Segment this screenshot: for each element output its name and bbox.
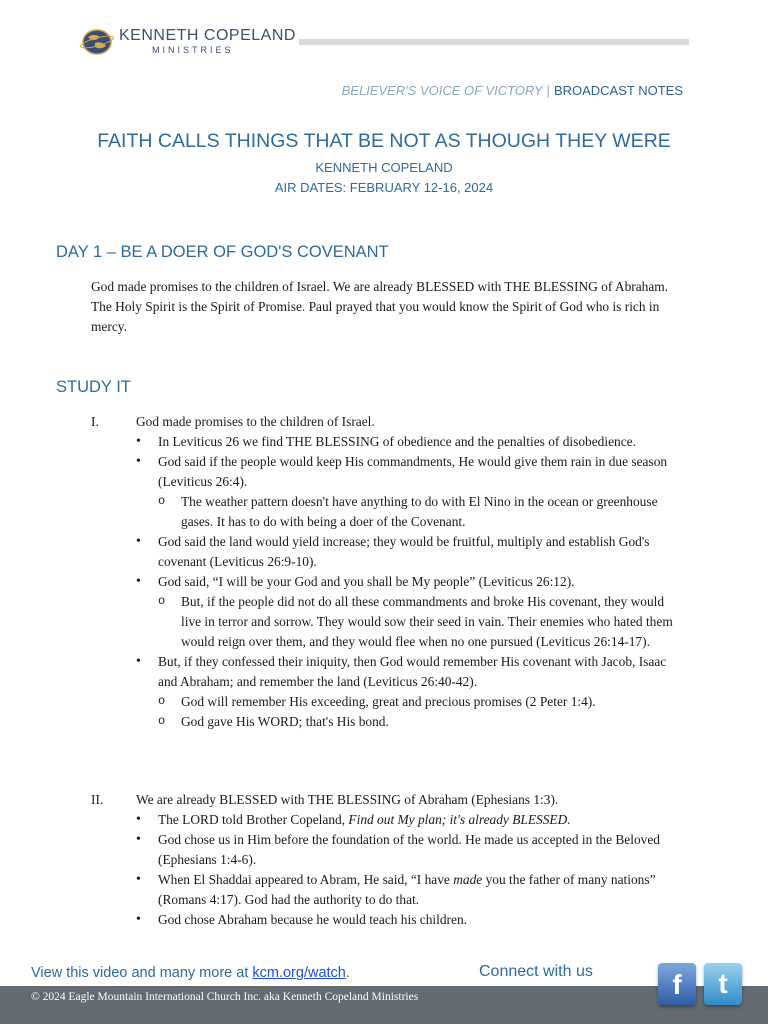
study-section-1 xyxy=(0,412,768,729)
watch-line xyxy=(31,965,350,981)
facebook-icon[interactable]: f xyxy=(658,963,696,1005)
list-item: • In Leviticus 26 we find THE BLESSING of obedience and the penalties of disobedience. xyxy=(158,432,678,452)
sub-list-item: o God will remember His exceeding, great and precious promises (2 Peter 1:4). xyxy=(181,692,681,712)
logo-name: KENNETH COPELAND xyxy=(119,27,296,44)
kcm-logo xyxy=(80,26,296,58)
item-text: When El Shaddai appeared to Abram, He said, “I have xyxy=(158,872,454,887)
day-heading: DAY 1 – BE A DOER OF GOD'S COVENANT xyxy=(56,243,389,261)
item-text: you the father of many nations” (Romans 4:17). God had the authority to do that. xyxy=(158,872,656,907)
item-emphasis: Find out My plan; it's already BLESSED. xyxy=(348,812,571,827)
list-item xyxy=(158,810,678,830)
study-section-2 xyxy=(0,790,768,927)
speaker-name: KENNETH COPELAND xyxy=(315,160,453,175)
header-rule xyxy=(299,39,689,45)
notes-type: BROADCAST NOTES xyxy=(553,83,683,98)
section-1-list xyxy=(0,432,768,732)
section-numeral: I. xyxy=(91,414,99,429)
list-item xyxy=(158,870,678,910)
series-name: BELIEVER'S VOICE OF VICTORY xyxy=(341,83,543,98)
header-separator: | xyxy=(546,83,550,98)
list-item: • God chose us in Him before the foundation of the world. He made us accepted in the Beloved (Ephesians 1:4-6). xyxy=(158,830,678,870)
section-numeral: II. xyxy=(91,792,104,807)
broadcast-header xyxy=(342,83,683,98)
watch-text: View this video and many more at xyxy=(31,965,253,981)
page-title: FAITH CALLS THINGS THAT BE NOT AS THOUGH THEY WERE xyxy=(97,130,671,152)
intro-paragraph: God made promises to the children of Israel. We are already BLESSED with THE BLESSING of Abraham. The Holy Spirit is the Spirit of Promise. Paul prayed that you would know the Spirit of God who is rich in mercy. xyxy=(91,279,669,334)
sub-list-item: o But, if the people did not do all these commandments and broke His covenant, they would live in terror and sorrow. They would sow their seed in vain. Their enemies who hated them would reign over them, and they would flee when no one pursued (Leviticus 26:14-17). xyxy=(181,592,681,652)
sub-list-item: o The weather pattern doesn't have anything to do with El Nino in the ocean or greenhouse gases. It has to do with being a doer of the Covenant. xyxy=(181,492,681,532)
logo-subtitle: MINISTRIES xyxy=(152,45,234,55)
list-item: • God chose Abraham because he would teach his children. xyxy=(158,910,678,930)
twitter-icon[interactable]: t xyxy=(704,963,742,1005)
item-text: The LORD told Brother Copeland, xyxy=(158,812,349,827)
copyright-text: © 2024 Eagle Mountain International Church Inc. aka Kenneth Copeland Ministries xyxy=(31,991,419,1003)
list-item: • But, if they confessed their iniquity, then God would remember His covenant with Jacob, Isaac and Abraham; and remember the land (Leviticus 26:40-42). xyxy=(158,652,678,692)
list-item: • God said the land would yield increase; they would be fruitful, multiply and establish God's covenant (Leviticus 26:9-10). xyxy=(158,532,678,572)
air-dates: AIR DATES: FEBRUARY 12-16, 2024 xyxy=(274,180,494,195)
list-item: • God said if the people would keep His commandments, He would give them rain in due season (Leviticus 26:4). xyxy=(158,452,678,492)
globe-logo-icon xyxy=(80,28,116,56)
connect-label: Connect with us xyxy=(479,963,593,980)
section-2-list xyxy=(0,810,768,930)
section-title: God made promises to the children of Israel. xyxy=(136,414,375,429)
sub-list-item: o God gave His WORD; that's His bond. xyxy=(181,712,681,732)
list-item: • God said, “I will be your God and you shall be My people” (Leviticus 26:12). xyxy=(158,572,678,592)
watch-link[interactable]: kcm.org/watch xyxy=(252,965,346,981)
watch-period: . xyxy=(345,965,350,981)
item-emphasis: made xyxy=(453,872,483,887)
study-heading: STUDY IT xyxy=(56,378,131,396)
section-title: We are already BLESSED with THE BLESSING of Abraham (Ephesians 1:3). xyxy=(136,792,559,807)
